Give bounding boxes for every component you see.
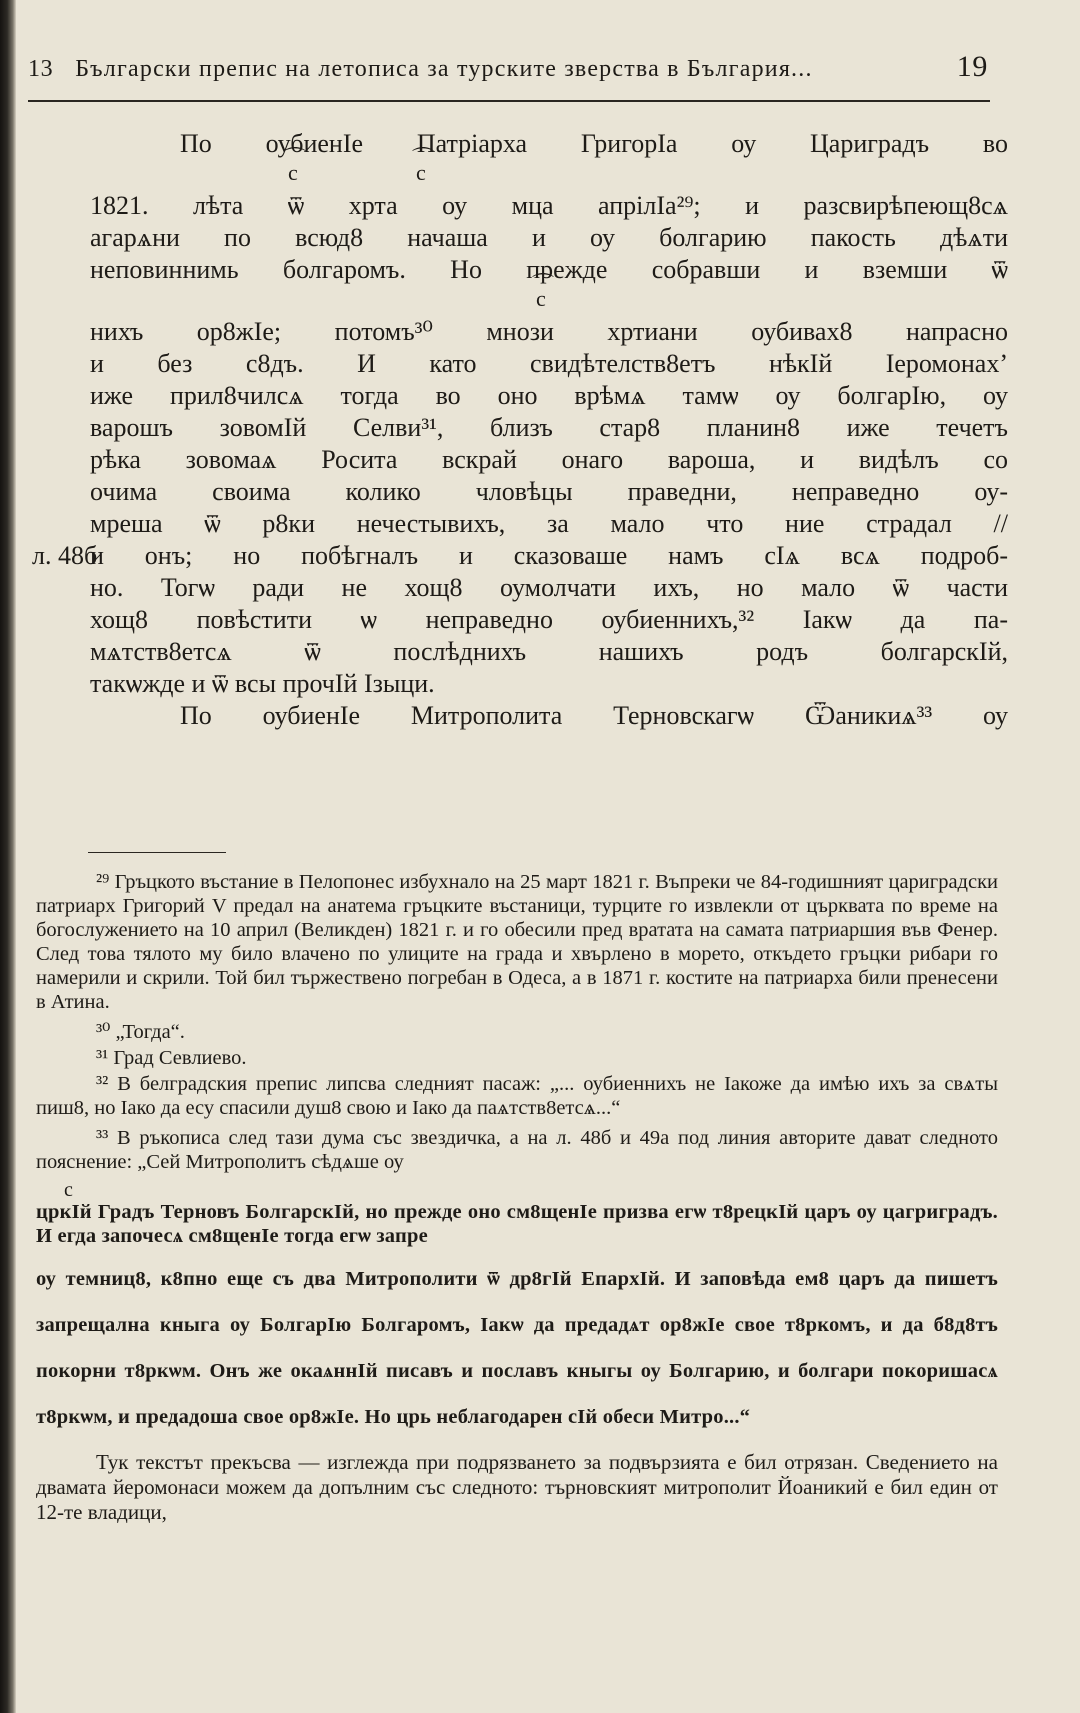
- text-line: По оубиенІе Патріарха ГригорІа оу Цариградъ во: [180, 129, 1008, 158]
- titlo-marks: [90, 160, 1008, 190]
- folio-margin-label: л. 48б: [32, 541, 98, 570]
- footnote-33: ³³ В ръкописа след тази дума със звездичка, а на л. 48б и 49а под линия авторите дават следното пояснение: „Сей Митрополитъ сѣдѧше оу: [36, 1127, 998, 1173]
- titlo-abbreviation: ⌒ с: [536, 286, 546, 312]
- footnotes: [36, 870, 998, 1531]
- text-line: но. Тогѡ ради не хощ8 оумолчати ихъ, но мало ѿ части: [90, 573, 1008, 602]
- continuation-text: Тук текстът прекъсва — изглежда при подрязването за подвързията е бил отрязан. Сведението на двамата йеромонаси можем да допълним със следното: търновският митрополит Йоаникий е бил един от 12-те владици,: [36, 1450, 998, 1524]
- titlo-marks: [36, 1174, 998, 1200]
- text-line: мреша ѿ р8ки нечестывихъ, за мало что ние страдал //: [90, 509, 1008, 538]
- page-number: 19: [956, 50, 988, 83]
- footnote-33-quote: оу темниц8, к8пно еще съ два Митрополити ѿ др8гІй ЕпархІй. И заповѣда ем8 царъ да пишетъ запрещална кныга оу БолгарІю Болгаромъ, Іакѡ да предадѧт ор8жІе свое т8ркомъ, и да б8д8тъ покорни т8ркѡм. Онъ же окаѧннІй писавъ и пославъ кныгы оу Болгарию, и болгари покоришасѧ т8ркѡм, и предадоша свое ор8жІе. Но црь неблагодарен сІй обеси Митро...“: [36, 1268, 998, 1428]
- text-line-content: и онъ; но побѣгналъ и сказоваше намъ сІѧ всѧ подроб-: [90, 541, 1008, 570]
- footnote-separator: [88, 852, 226, 853]
- titlo-abbreviation: ⌒ с: [288, 160, 298, 186]
- text-line: нихъ ор8жІе; потомъ³⁰ мнози хртиани оубивах8 напрасно: [90, 317, 1008, 346]
- text-line: неповиннимь болгаромъ. Но прежде собравши и вземши ѿ: [90, 255, 1008, 284]
- footnote-33-quote: цркІй Градъ Терновъ БолгарскІй, но прежде оно см8щенІе призва егѡ т8рецкІй царъ оу цагриградъ. И егда започесѧ см8щенІе тогда егѡ запре: [36, 1201, 998, 1247]
- text-line: По оубиенІе Митрополита Терновскагѡ Ѿаникиѧ³³ оу: [180, 701, 1008, 730]
- footnote-29: ²⁹ Гръцкото въстание в Пелопонес избухнало на 25 март 1821 г. Въпреки че 84-годишният цариградски патриарх Григорий V предал на анатема гръцките въстаници, турците го извлекли от църквата по време на богослужението на 10 април (Великден) 1821 г. и го обесили пред вратата на самата патриаршия във Фенер. След това тялото му било влачено по улиците на града и хвърлено в морето, откъдето гръцки рибари го намерили и скрили. Той бил тържествено погребан в Одеса, а в 1871 г. костите на патриарха били пренесени в Атина.: [36, 871, 998, 1013]
- book-spine-shadow: [0, 0, 16, 1713]
- text-line: мѧтств8етсѧ ѿ послѣднихъ нашихъ родъ болгарскІй,: [90, 637, 1008, 666]
- header-left-number: 13: [28, 56, 54, 82]
- text-line: рѣка зовомаѧ Росита вскрай онаго вароша, и видѣлъ со: [90, 445, 1008, 474]
- footnote-31: ³¹ Град Севлиево.: [96, 1047, 247, 1069]
- text-line: очима своима колико чловѣцы праведни, неправедно оу-: [90, 477, 1008, 506]
- chronicle-text: [32, 128, 1008, 732]
- titlo-abbreviation: ⌒ с: [416, 160, 426, 186]
- text-line: варошъ зовомІй Селви³¹, близъ стар8 планин8 иже течетъ: [90, 413, 1008, 442]
- book-page: [28, 0, 1028, 1713]
- text-line: 1821. лѣта ѿ хрта оу мца апрілІа²⁹; и разсвирѣпеющ8сѧ: [90, 191, 1008, 220]
- text-line: хощ8 повѣстити ѡ неправедно оубиеннихъ,³² Іакѡ да па-: [90, 605, 1008, 634]
- text-line: и без с8дъ. И като свидѣтелств8етъ нѣкІй Іеромонахʼ: [90, 349, 1008, 378]
- titlo-abbreviation: с: [64, 1179, 73, 1201]
- text-line: такѡжде и ѿ всы прочІй Ізыци.: [90, 669, 435, 698]
- text-line: агарѧни по всюд8 начаша и оу болгарию пакость дѣѧти: [90, 223, 1008, 252]
- header-rule: [28, 100, 990, 102]
- running-header: [28, 50, 988, 84]
- text-line: [32, 540, 1008, 572]
- header-title: Български препис на летописа за турските зверства в България...: [75, 56, 813, 82]
- footnote-30: ³⁰ „Тогда“.: [96, 1021, 185, 1043]
- footnote-32: ³² В белградския препис липсва следният пасаж: „... оубиеннихъ не Іакоже да имѣю ихъ за свѧты пиш8, но Іако да есу спасили душ8 свою и Іако да паѧтств8етсѧ...“: [36, 1073, 998, 1119]
- text-line: иже прил8чилсѧ тогда во оно врѣмѧ тамѡ оу болгарІю, оу: [90, 381, 1008, 410]
- titlo-marks: [90, 286, 1008, 316]
